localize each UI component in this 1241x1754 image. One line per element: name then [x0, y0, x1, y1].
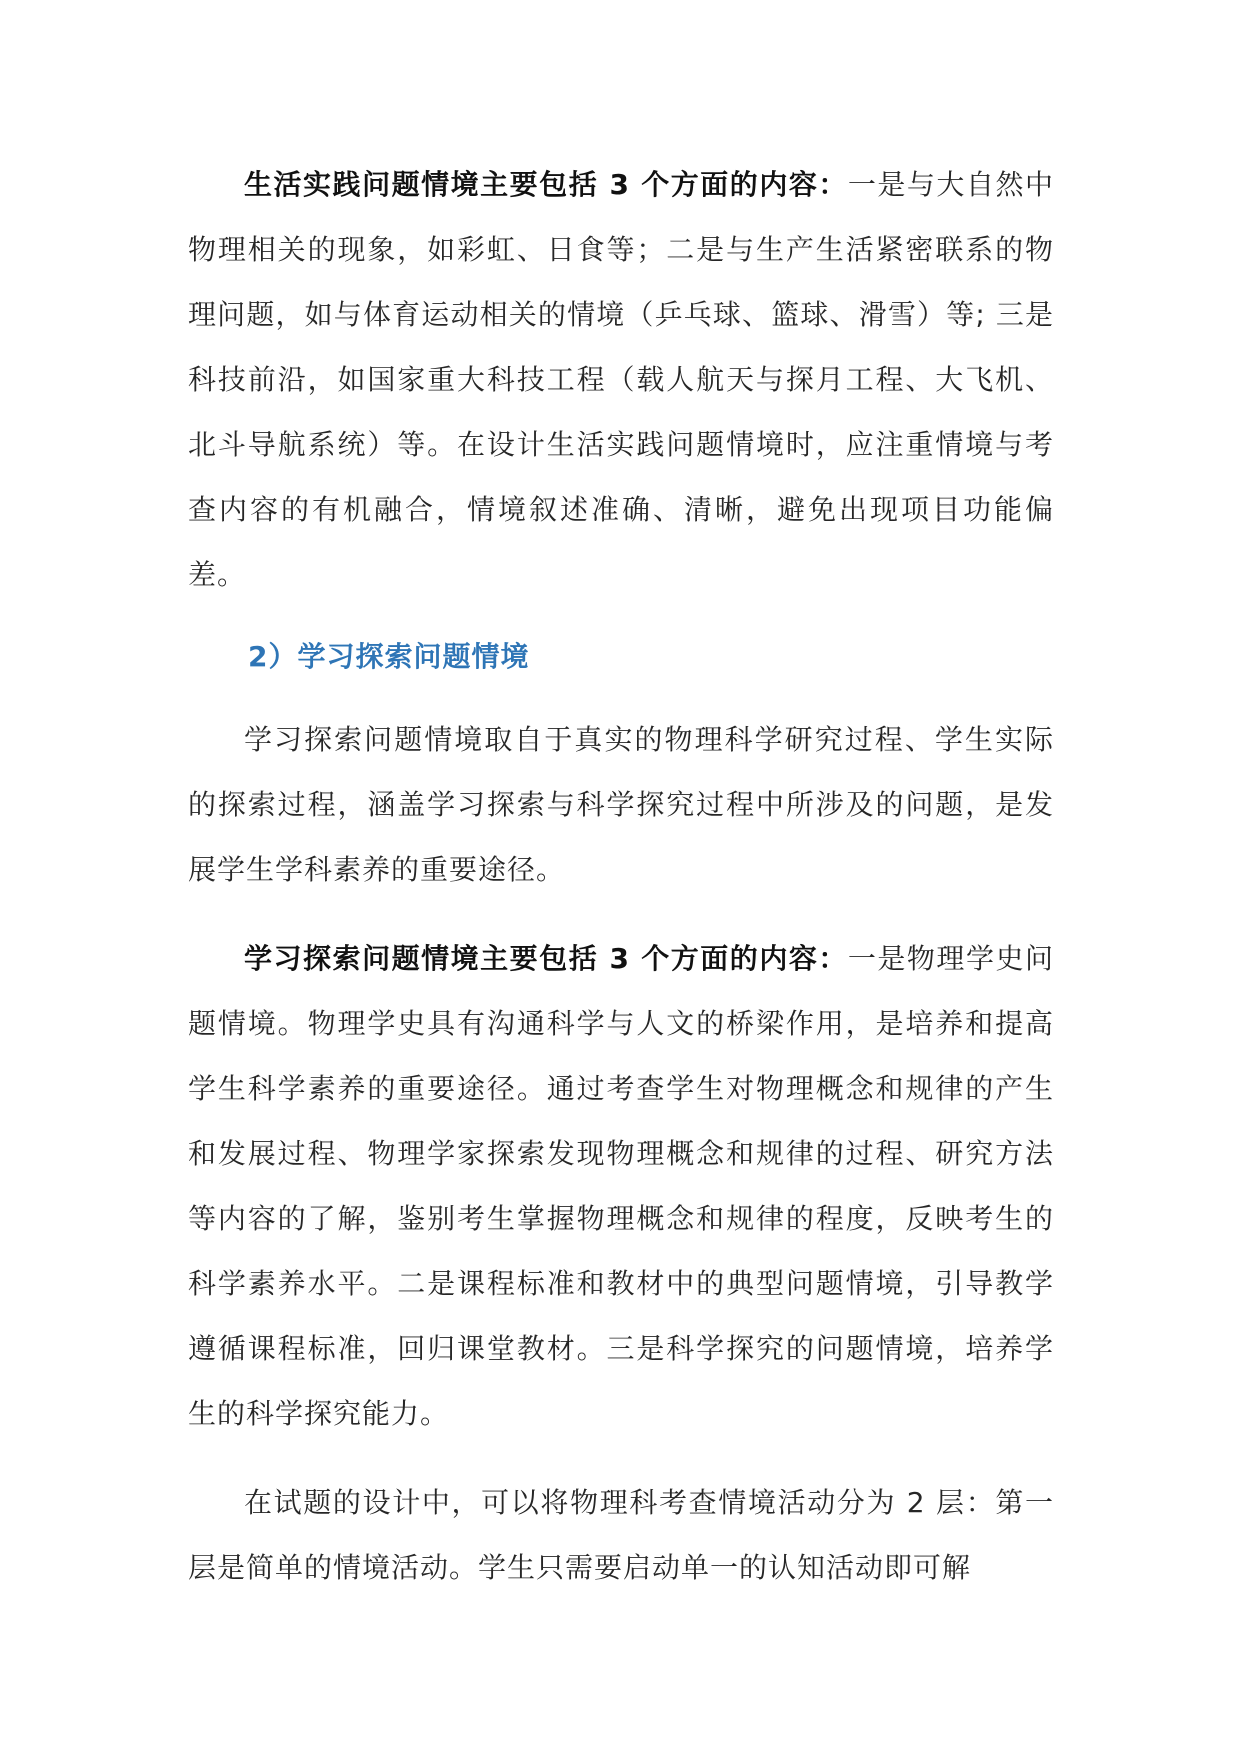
paragraph-body: 一是物理学史问题情境。物理学史具有沟通科学与人文的桥梁作用，是培养和提高学生科学素养的重要途径。通过考查学生对物理概念和规律的产生和发展过程、物理学家探索发现物理概念和规律的过程、研究方法等内容的了解，鉴别考生掌握物理概念和规律的程度，反映考生的科学素养水平。二是课程标准和教材中的典型问题情境，引导教学遵循课程标准，回归课堂教材。三是科学探究的问题情境，培养学生的科学探究能力。	[188, 942, 1054, 1430]
paragraph-design-levels: 在试题的设计中，可以将物理科考查情境活动分为 2 层：第一层是简单的情境活动。学生只需要启动单一的认知活动即可解	[188, 1486, 1054, 1584]
document-page	[188, 152, 1054, 1600]
paragraph-learning-aspects	[188, 926, 1054, 1446]
section-heading: 2）学习探索问题情境	[248, 640, 530, 673]
paragraph-body: 一是与大自然中物理相关的现象，如彩虹、日食等；二是与生产生活紧密联系的物理问题，如与体育运动相关的情境（乒乓球、篮球、滑雪）等; 三是科技前沿，如国家重大科技工程（载人航天与探月工程、大飞机、北斗导航系统）等。在设计生活实践问题情境时，应注重情境与考查内容的有机融合，情境叙述准确、清晰，避免出现项目功能偏差。	[188, 168, 1054, 591]
paragraph-lead-bold: 学习探索问题情境主要包括 3 个方面的内容：	[244, 942, 848, 975]
paragraph-learning-exploration: 学习探索问题情境取自于真实的物理科学研究过程、学生实际的探索过程，涵盖学习探索与科学探究过程中所涉及的问题，是发展学生学科素养的重要途径。	[188, 723, 1054, 886]
paragraph-lead-bold: 生活实践问题情境主要包括 3 个方面的内容：	[244, 168, 848, 201]
paragraph-life-practice	[188, 152, 1054, 607]
